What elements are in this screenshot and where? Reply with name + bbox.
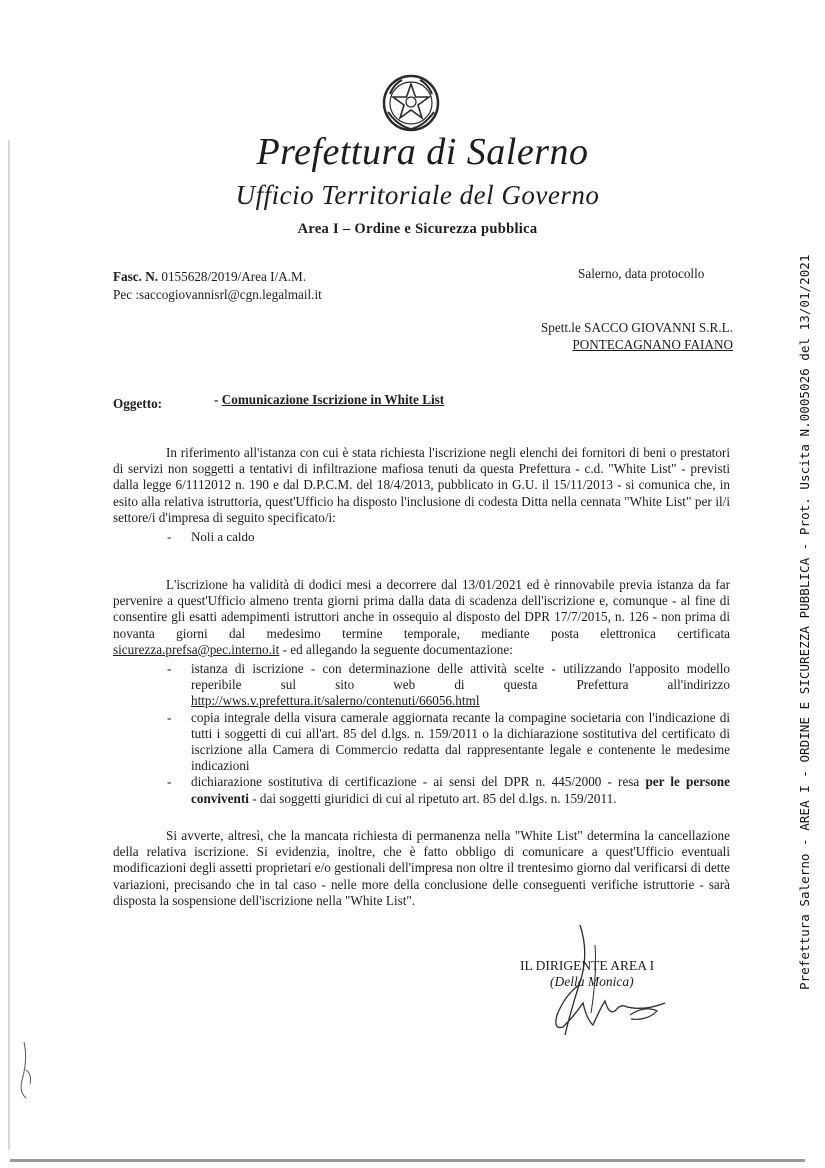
scan-edge-bottom: [10, 1159, 805, 1162]
margin-initial: [16, 1040, 38, 1100]
fasc-number: Fasc. N. 0155628/2019/Area I/A.M.: [113, 269, 307, 284]
paragraph-warning: Si avverte, altresì, che la mancata richiesta di permanenza nella "White List" determina la cancellazione della relativa iscrizione. Si evidenzia, inoltre, che è fatto obbligo di comunicare a quest'Ufficio eventuali modificazioni degli assetti proprietari e/o gestionali dell'impresa non oltre il trentesimo giorno dal verificarsi di dette variazioni, precisando che in tal caso - nelle more della conclusione delle conseguenti verifiche istruttorie - sarà disposta la sospensione dell'iscrizione nella "White List".: [113, 828, 730, 908]
sector-item: - Noli a caldo: [167, 529, 255, 544]
handwritten-signature: [535, 915, 675, 1050]
subject-label: Oggetto:: [113, 396, 163, 411]
protocol-stamp: Prefettura Salerno - AREA I - ORDINE E SICUREZZA PUBBLICA - Prot. Uscita N.0005026 del 13/01/2021: [797, 254, 812, 990]
signatory-title: IL DIRIGENTE AREA I: [520, 958, 655, 973]
list-item: - dichiarazione sostitutiva di certificazione - ai sensi del DPR n. 445/2000 - resa per le persone conviventi - dai soggetti giuridici di cui al ripetuto art. 85 del d.lgs. n. 159/2011.: [167, 774, 730, 806]
area-title: Area I – Ordine e Sicurezza pubblica: [297, 221, 538, 237]
list-item: - copia integrale della visura camerale aggiornata recante la compagine societaria con l'indicazione di tutti i soggetti di cui all'art. 85 del d.lgs. n. 159/2011 o la dichiarazione sostitutiva del certificato di iscrizione alla Camera di Commercio redatta dal rappresentante legale e contenente le medesime indicazioni: [167, 709, 730, 774]
letter-date: Salerno, data protocollo: [578, 266, 705, 281]
institution-title: Prefettura di Salerno: [256, 131, 589, 173]
pec-link[interactable]: sicurezza.prefsa@pec.interno.it: [113, 641, 280, 657]
pec-address: Pec :saccogiovannisrl@cgn.legalmail.it: [113, 287, 322, 302]
paragraph-intro: In riferimento all'istanza con cui è stata richiesta l'iscrizione negli elenchi dei fornitori di beni o prestatori di servizi non soggetti a tentativi di infiltrazione mafiosa tenuti da questa Prefettura - c.d. "White List" - previsti dalla legge 6/1112012 n. 190 e dal D.P.C.M. del 18/4/2013, pubblicato in G.U. il 15/11/2013 - si comunica che, in esito alla relativa istruttoria, quest'Ufficio ha disposto l'inclusione di codesta Ditta nella cennata "White List" per il/i settore/i d'impresa di seguito specificato/i:: [113, 445, 730, 525]
list-item: - istanza di iscrizione - con determinazione delle attività scelte - utilizzando l'apposito modello reperibile sul sito web di questa Prefettura all'indirizzo http://wws.v.prefettura.it/salerno/contenuti/66056.html: [167, 661, 730, 709]
documents-list: [113, 661, 730, 807]
signatory-name: (Della Monica): [550, 974, 634, 989]
office-title: Ufficio Territoriale del Governo: [235, 180, 600, 210]
subject-text: - Comunicazione Iscrizione in White List: [214, 392, 445, 407]
prefettura-link[interactable]: http://wws.v.prefettura.it/salerno/contenuti/66056.html: [191, 693, 480, 709]
italian-republic-emblem-icon: [380, 72, 442, 134]
paragraph-validity: L'iscrizione ha validità di dodici mesi a decorrere dal 13/01/2021 ed è rinnovabile previa istanza da far pervenire a quest'Ufficio almeno trenta giorni prima dalla data di scadenza dell'iscrizione e, comunque - al fine di consentire gli esatti adempimenti istruttori anche in ossequio al disposto del DPR 17/7/2015, n. 126 - non prima di novanta giorni dal medesimo termine temporale, mediante posta elettronica certificata sicurezza.prefsa@pec.interno.it - ed allegando la seguente documentazione:: [113, 577, 730, 657]
recipient-place: PONTECAGNANO FAIANO: [572, 337, 733, 352]
recipient-name: Spett.le SACCO GIOVANNI S.R.L.: [540, 320, 733, 335]
scan-edge-left: [8, 140, 10, 1150]
